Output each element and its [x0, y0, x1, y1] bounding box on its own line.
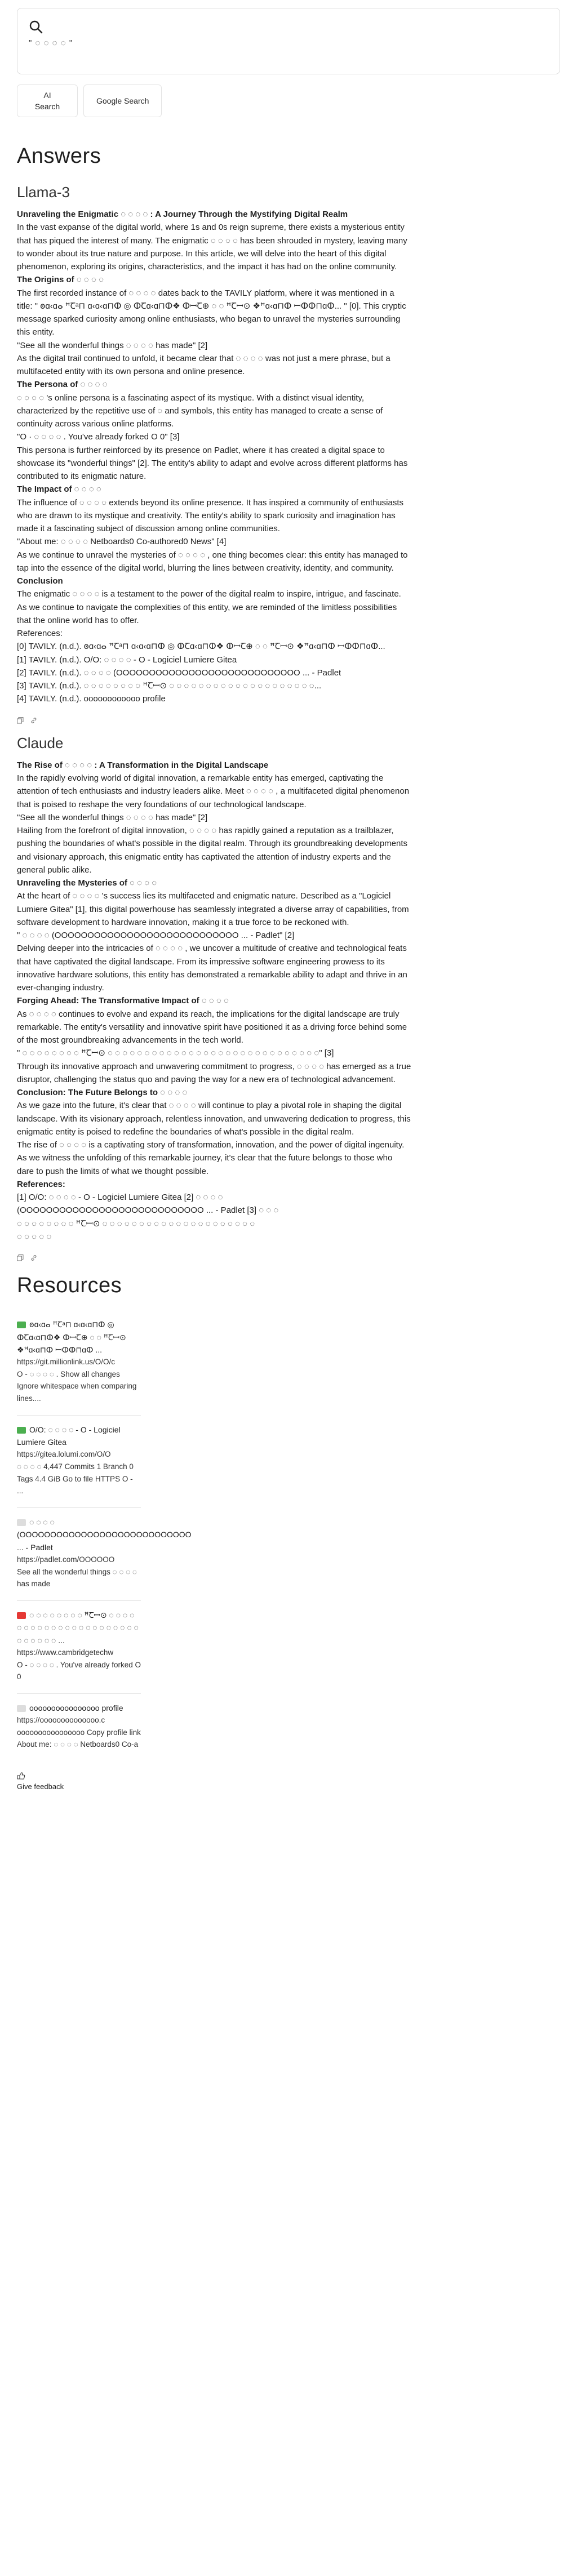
resource-title-text: oooooooooooooooo profile	[29, 1703, 123, 1712]
favicon-icon	[17, 1612, 26, 1619]
resource-url[interactable]: https://padlet.com/OOOOOO	[17, 1555, 115, 1564]
reference-item[interactable]: [2] TAVILY. (n.d.). ◌ ◌ ◌ ◌ (OOOOOOOOOOOOOOOOOOOOOOOOOOOO ... - Padlet	[17, 668, 341, 678]
resource-item[interactable]	[17, 1601, 141, 1694]
resource-snippet: ◌ ◌ ◌ ◌ 4,447 Commits 1 Branch 0 Tags 4.4 GiB Go to file HTTPS O - ...	[17, 1462, 134, 1496]
link-icon[interactable]	[30, 1252, 37, 1259]
copy-icon[interactable]	[17, 1252, 24, 1259]
ai-search-label-line2: Search	[34, 102, 60, 112]
resource-item[interactable]	[17, 1310, 141, 1416]
answer-paragraph: Delving deeper into the intricacies of ◌ ◌ ◌ ◌ , we uncover a multitude of creative and technological feats that have captivated the digital landscape. From its impressive software engineering prowess to its innovative hardware solutions, this entity has demonstrated a remarkable ability to adapt and thrive in an ever-changing industry.	[17, 944, 407, 993]
llama-references	[17, 627, 411, 706]
resource-snippet: See all the wonderful things ◌ ◌ ◌ ◌ has made	[17, 1567, 137, 1589]
favicon-icon	[17, 1705, 26, 1712]
reference-item[interactable]: [1] O/O: ◌ ◌ ◌ ◌ - O - Logiciel Lumiere Gitea [2] ◌ ◌ ◌ ◌	[17, 1193, 223, 1203]
answer-paragraph: ◌ ◌ ◌ ◌ 's online persona is a fascinating aspect of its mystique. With a distinct visual identity, characterized by the repetitive use of ◌ and symbols, this entity has managed to create a sense of continuity across various online platforms.	[17, 393, 383, 429]
claude-references-label: References:	[17, 1179, 65, 1189]
resources-heading: Resources	[17, 1274, 122, 1298]
answer-paragraph: "About me: ◌ ◌ ◌ ◌ Netboards0 Co-authored0 News" [4]	[17, 537, 227, 547]
reference-item[interactable]: [1] TAVILY. (n.d.). O/O: ◌ ◌ ◌ ◌ - O - Logiciel Lumiere Gitea	[17, 655, 237, 665]
answer-paragraph: In the rapidly evolving world of digital innovation, a remarkable entity has emerged, captivating the attention of tech enthusiasts and industry leaders alike. Meet ◌ ◌ ◌ ◌ , a multifaceted digital phenomenon that is poised to reshape the very foundations of our technological landscape.	[17, 773, 410, 809]
resource-title-text: ◌ ◌ ◌ ◌ ◌ ◌ ◌ ◌ ꟸꞆꟷ⊙ ◌ ◌ ◌ ◌ ◌ ◌ ◌ ◌ ◌ ◌ ◌ ◌ ◌ ◌ ◌ ◌ ◌ ◌ ◌ ◌ ◌ ◌ ◌ ◌ ◌ ◌ ◌ ◌ ...	[17, 1610, 139, 1645]
ai-search-button[interactable]	[17, 84, 78, 117]
answer-paragraph: "See all the wonderful things ◌ ◌ ◌ ◌ has made" [2]	[17, 340, 208, 350]
claude-actions	[17, 1252, 560, 1259]
answer-heading: The Persona of ◌ ◌ ◌ ◌	[17, 380, 108, 390]
claude-references	[17, 1178, 411, 1243]
resource-title-text: O/O: ◌ ◌ ◌ ◌ - O - Logiciel Lumiere Gitea	[17, 1425, 121, 1447]
reference-item[interactable]: ◌ ◌ ◌ ◌ ◌ ◌ ◌ ◌ ꟸꞆꟷ⊙ ◌ ◌ ◌ ◌ ◌ ◌ ◌ ◌ ◌ ◌ ◌ ◌ ◌ ◌ ◌ ◌ ◌ ◌ ◌ ◌ ◌	[17, 1218, 255, 1229]
resource-url[interactable]: https://www.cambridgetechw	[17, 1648, 114, 1657]
search-query[interactable]: " ◌ ◌ ◌ ◌ "	[29, 38, 73, 48]
give-feedback-label: Give feedback	[17, 1782, 64, 1791]
resource-title[interactable]	[17, 1609, 141, 1647]
resource-title-text: ꙩɑ‹ɑⴰ ꟸꞆᵃ⊓ ɑ‹ɑ‹ɑ⊓ⵀ ◎ ⵀꞆɑ‹ɑ⊓ⵀ❖ ⵀꟷꞆ⊕ ◌ ◌ ꟸꞆꟷ⊙ ❖ꟸɑ‹ɑ⊓ⵀ ꟷⵀⵀ⊓ɑⵀ ...	[17, 1320, 126, 1354]
reference-item[interactable]: ◌ ◌ ◌ ◌ ◌	[17, 1231, 52, 1242]
reference-item[interactable]: [3] TAVILY. (n.d.). ◌ ◌ ◌ ◌ ◌ ◌ ◌ ◌ ꟸꞆꟷ⊙ ◌ ◌ ◌ ◌ ◌ ◌ ◌ ◌ ◌ ◌ ◌ ◌ ◌ ◌ ◌ ◌ ◌ ◌ ◌ ◌...	[17, 681, 322, 691]
answer-heading: Unraveling the Enigmatic ◌ ◌ ◌ ◌ : A Journey Through the Mystifying Digital Realm	[17, 210, 348, 220]
resource-snippet: oooooooooooooooo Copy profile link About me: ◌ ◌ ◌ ◌ Netboards0 Co-a	[17, 1728, 141, 1749]
resource-title[interactable]	[17, 1318, 141, 1356]
answer-heading: The Rise of ◌ ◌ ◌ ◌ : A Transformation in the Digital Landscape	[17, 760, 269, 770]
answer-paragraph: The rise of ◌ ◌ ◌ ◌ is a captivating story of transformation, innovation, and the power of digital ingenuity. As we witness the unfolding of this remarkable journey, it's clear that the future belongs to those who dare to push the limits of what we thought possible.	[17, 1140, 405, 1176]
answers-heading: Answers	[17, 144, 101, 168]
link-icon[interactable]	[30, 715, 37, 722]
answer-paragraph: The first recorded instance of ◌ ◌ ◌ ◌ dates back to the TAVILY platform, where it was mentioned in a title: " ꙩɑ‹ɑⴰ ꟸꞆᵃ⊓ ɑ‹ɑ‹ɑ⊓ⵀ ◎ ⵀꞆɑ‹ɑ⊓ⵀ❖ ⵀꟷꞆ⊕ ◌ ◌ ꟸꞆꟷ⊙ ❖ꟸɑ‹ɑ⊓ⵀ ꟷⵀⵀ⊓ɑⵀ... " [0]. This cryptic message sparked curiosity among online enthusiasts, who began to unravel the mysteries surrounding this entity.	[17, 288, 406, 337]
resource-url[interactable]: https://git.millionlink.us/O/O/c	[17, 1358, 116, 1367]
answer-paragraph: In the vast expanse of the digital world, where 1s and 0s reign supreme, there exists a mysterious entity that has piqued the interest of many. The enigmatic ◌ ◌ ◌ ◌ has been shrouded in mystery, leaving many to wonder about its true nature and purpose. In this article, we will delve into the heart of this digital phenomenon, exploring its origins, characteristics, and the impact it has had on the online community.	[17, 223, 407, 272]
resource-snippet: O - ◌ ◌ ◌ ◌ . Show all changes Ignore whitespace when comparing lines....	[17, 1369, 137, 1403]
answer-paragraph: The enigmatic ◌ ◌ ◌ ◌ is a testament to the power of the digital realm to inspire, intrigue, and fascinate. As we continue to navigate the complexities of this entity, we are reminded of the limitless possibilities that the online world has to offer.	[17, 589, 401, 625]
favicon-icon	[17, 1519, 26, 1526]
resource-title[interactable]	[17, 1516, 192, 1554]
resource-item[interactable]	[17, 1416, 141, 1508]
answer-paragraph: As we continue to unravel the mysteries of ◌ ◌ ◌ ◌ , one thing becomes clear: this entity has managed to tap into the essence of the digital world, blurring the lines between creativity, identity, and community.	[17, 550, 408, 573]
answer-heading: Conclusion	[17, 576, 63, 586]
answer-paragraph: " ◌ ◌ ◌ ◌ ◌ ◌ ◌ ◌ ꟸꞆꟷ⊙ ◌ ◌ ◌ ◌ ◌ ◌ ◌ ◌ ◌ ◌ ◌ ◌ ◌ ◌ ◌ ◌ ◌ ◌ ◌ ◌ ◌ ◌ ◌ ◌ ◌ ◌ ◌ ◌ ◌" [3]	[17, 1048, 334, 1058]
resource-snippet: O - ◌ ◌ ◌ ◌ . You've already forked O 0	[17, 1660, 141, 1681]
give-feedback[interactable]	[17, 1761, 560, 1796]
resource-title[interactable]	[17, 1702, 141, 1714]
answer-paragraph: The influence of ◌ ◌ ◌ ◌ extends beyond its online presence. It has inspired a community of enthusiasts who are drawn to its mystique and creativity. The entity's ability to spark curiosity and imagination has made it a fascinating subject of discussion among online communities.	[17, 497, 404, 534]
search-card[interactable]	[17, 8, 560, 74]
resource-item[interactable]	[17, 1508, 192, 1601]
search-mode-buttons	[17, 84, 560, 117]
favicon-icon	[17, 1322, 26, 1328]
answer-heading: The Origins of ◌ ◌ ◌ ◌	[17, 275, 104, 285]
resource-item[interactable]	[17, 1694, 141, 1761]
feedback-icon	[17, 1772, 25, 1780]
answer-heading: Unraveling the Mysteries of ◌ ◌ ◌ ◌	[17, 878, 157, 888]
answer-paragraph: As ◌ ◌ ◌ ◌ continues to evolve and expand its reach, the implications for the digital landscape are truly remarkable. The entity's versatility and innovative spirit have positioned it as a driving force behind some of the most groundbreaking advancements in the tech world.	[17, 1009, 407, 1045]
answer-heading: The Impact of ◌ ◌ ◌ ◌	[17, 484, 101, 495]
answer-paragraph: As we gaze into the future, it's clear that ◌ ◌ ◌ ◌ will continue to play a pivotal role in shaping the digital landscape. With its visionary approach, relentless innovation, and unwavering dedication to progress, this enigmatic entity is poised to redefine the boundaries of what's possible in the digital realm.	[17, 1101, 411, 1137]
answer-paragraph: Through its innovative approach and unwavering commitment to progress, ◌ ◌ ◌ ◌ has emerged as a true disruptor, challenging the status quo and paving the way for a new era of technological advancement.	[17, 1061, 411, 1084]
answer-paragraph: At the heart of ◌ ◌ ◌ ◌ 's success lies its multifaceted and enigmatic nature. Described as a "Logiciel Lumiere Gitea" [1], this digital powerhouse has seamlessly integrated a diverse array of capabilities, from software development to hardware innovation, making it a true force to be reckoned with.	[17, 891, 409, 927]
reference-item[interactable]: [4] TAVILY. (n.d.). oooooooooooo profile	[17, 694, 166, 704]
copy-icon[interactable]	[17, 715, 24, 722]
llama-answer	[17, 208, 411, 627]
resources-list	[17, 1310, 192, 1761]
answer-paragraph: "O · ◌ ◌ ◌ ◌ . You've already forked O 0" [3]	[17, 432, 180, 442]
llama-actions	[17, 715, 560, 722]
google-search-button[interactable]: Google Search	[83, 84, 162, 117]
answer-paragraph: "See all the wonderful things ◌ ◌ ◌ ◌ has made" [2]	[17, 812, 208, 822]
claude-model-name: Claude	[17, 734, 64, 751]
answer-heading: Forging Ahead: The Transformative Impact of ◌ ◌ ◌ ◌	[17, 996, 229, 1006]
resource-title-text: ◌ ◌ ◌ ◌ (OOOOOOOOOOOOOOOOOOOOOOOOOOOO ... - Padlet	[17, 1517, 192, 1552]
answer-paragraph: Hailing from the forefront of digital innovation, ◌ ◌ ◌ ◌ has rapidly gained a reputation as a trailblazer, pushing the boundaries of what's possible in the digital realm. Through its groundbreaking developments and visionary approach, this enigmatic entity has captivated the attention of industry experts and the general public alike.	[17, 826, 408, 875]
favicon-icon	[17, 1427, 26, 1434]
llama-model-name: Llama-3	[17, 183, 70, 201]
reference-item[interactable]: (OOOOOOOOOOOOOOOOOOOOOOOOOOOO ... - Padlet [3] ◌ ◌ ◌	[17, 1205, 279, 1216]
answer-paragraph: This persona is further reinforced by its presence on Padlet, where it has created a digital space to showcase its "wonderful things" [2]. The entity's ability to adapt and evolve across different platforms has contributed to its enigmatic nature.	[17, 445, 408, 482]
reference-item[interactable]: [0] TAVILY. (n.d.). ꙩɑ‹ɑⴰ ꟸꞆᵃ⊓ ɑ‹ɑ‹ɑ⊓ⵀ ◎ ⵀꞆɑ‹ɑ⊓ⵀ❖ ⵀꟷꞆ⊕ ◌ ◌ ꟸꞆꟷ⊙ ❖ꟸɑ‹ɑ⊓ⵀ ꟷⵀⵀ⊓ɑⵀ...	[17, 642, 385, 652]
answer-paragraph: As the digital trail continued to unfold, it became clear that ◌ ◌ ◌ ◌ was not just a mere phrase, but a multifaceted entity with its own persona and online presence.	[17, 353, 390, 377]
llama-references-label: References:	[17, 629, 63, 639]
answer-heading: Conclusion: The Future Belongs to ◌ ◌ ◌ ◌	[17, 1088, 188, 1098]
resource-title[interactable]	[17, 1423, 141, 1449]
ai-search-label-line1: AI	[43, 91, 51, 100]
answer-paragraph: " ◌ ◌ ◌ ◌ (OOOOOOOOOOOOOOOOOOOOOOOOOOOO ... - Padlet" [2]	[17, 931, 295, 941]
resource-url[interactable]: https://gitea.lolumi.com/O/O	[17, 1450, 111, 1459]
claude-answer	[17, 759, 411, 1178]
search-icon[interactable]	[29, 20, 43, 34]
resource-url[interactable]: https://oooooooooooooo.c	[17, 1716, 105, 1725]
